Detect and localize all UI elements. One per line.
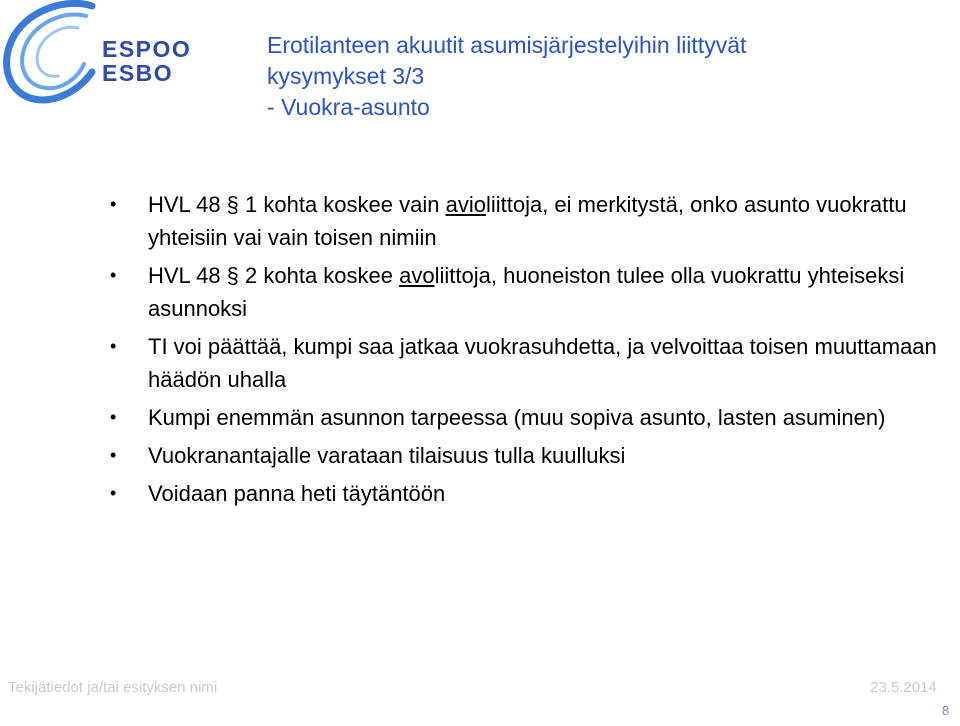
title-line-3: - Vuokra-asunto <box>267 94 430 120</box>
bullet-dot: • <box>110 483 117 503</box>
page-number: 8 <box>942 703 950 718</box>
bullet-text: Kumpi enemmän asunnon tarpeessa (muu sopiva asunto, lasten asuminen) <box>148 405 886 430</box>
espoo-logo <box>0 0 200 105</box>
slide-title <box>267 30 907 123</box>
bullet-dot: • <box>110 336 117 356</box>
title-line-2: kysymykset 3/3 <box>267 63 425 89</box>
bullet-dot: • <box>110 194 117 214</box>
footer-author-text: Tekijätiedot ja/tai esityksen nimi <box>8 679 218 696</box>
bullet-text-pre: HVL 48 § 2 kohta koskee <box>148 263 400 288</box>
bullet-text: Vuokranantajalle varataan tilaisuus tulla kuulluksi <box>148 443 626 468</box>
bullet-item-3 <box>110 330 950 396</box>
bullet-text-underlined: avo <box>399 263 435 288</box>
bullet-item-6 <box>110 477 950 510</box>
title-line-1: Erotilanteen akuutit asumisjärjestelyihin liittyvät <box>267 32 747 58</box>
bullet-text: Voidaan panna heti täytäntöön <box>148 481 446 506</box>
bullet-list <box>110 188 950 515</box>
logo-line-esbo: ESBO <box>102 60 174 86</box>
bullet-item-5 <box>110 439 950 472</box>
bullet-item-4 <box>110 401 950 434</box>
bullet-text-pre: HVL 48 § 1 kohta koskee vain <box>148 192 446 217</box>
bullet-item-2 <box>110 259 950 325</box>
bullet-item-1 <box>110 188 950 254</box>
bullet-text: TI voi päättää, kumpi saa jatkaa vuokrasuhdetta, ja velvoittaa toisen muuttamaan häädön uhalla <box>148 334 937 392</box>
bullet-dot: • <box>110 445 117 465</box>
bullet-text-post: liittoja, ei merkitystä, onko asunto vuokrattu yhteisiin vai vain toisen nimiin <box>148 192 907 250</box>
logo-wordmark <box>102 38 191 86</box>
footer-date: 23.5.2014 <box>870 679 937 696</box>
bullet-text-post: liittoja, huoneiston tulee olla vuokrattu yhteiseksi asunnoksi <box>148 263 905 321</box>
logo-line-espoo: ESPOO <box>102 36 192 62</box>
bullet-dot: • <box>110 265 117 285</box>
bullet-text-underlined: avio <box>445 192 486 217</box>
espoo-swirl-icon <box>0 0 110 105</box>
bullet-dot: • <box>110 407 117 427</box>
